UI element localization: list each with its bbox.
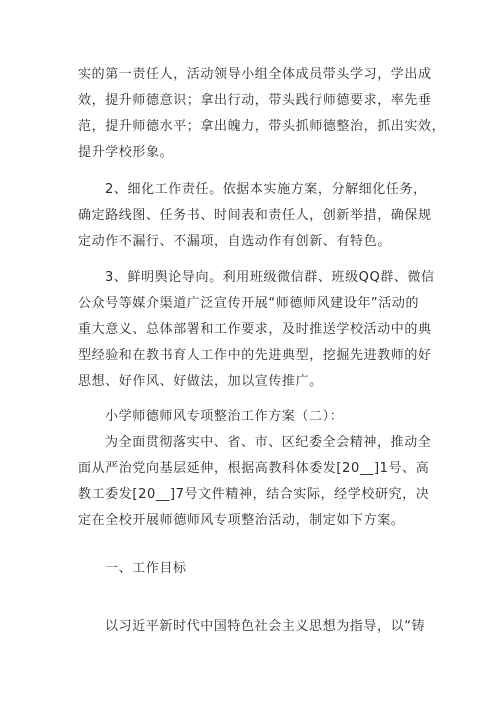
text-line: 2、细化工作责任。依据本实施方案，分解细化任务， [105, 182, 427, 197]
paragraph-public-opinion [78, 265, 435, 395]
paragraph-intro [78, 430, 432, 534]
paragraph-goals [78, 614, 428, 640]
text-line: 为全面贯彻落实中、省、市、区纪委全会精神，推动全 [105, 435, 432, 450]
heading-work-goals [78, 556, 428, 582]
text-line: 定动作不漏行、不漏项，自选动作有创新、有特色。 [78, 234, 391, 249]
text-line: 实的第一责任人，活动领导小组全体成员带头学习，学出成 [78, 67, 432, 82]
text-line: 提升学校形象。 [78, 145, 174, 160]
text-line: 面从严治党向基层延伸，根据高教科体委发[20__]1号、高 [78, 461, 430, 476]
heading-text: 一、工作目标 [105, 561, 187, 576]
text-line: 确定路线图、任务书、时间表和责任人，创新举措，确保规 [78, 208, 432, 223]
text-line: 以习近平新时代中国特色社会主义思想为指导，以“铸 [105, 619, 426, 634]
section-title [78, 404, 428, 430]
text-line: 思想、好作风、好做法，加以宣传推广。 [78, 374, 323, 389]
section-title-text: 小学师德师风专项整治工作方案（二）： [105, 409, 344, 424]
text-line: 重大意义、总体部署和工作要求，及时推送学校活动中的典 [78, 322, 432, 337]
paragraph-responsibility [78, 62, 446, 166]
text-line: 教工委发[20__]7号文件精神，结合实际，经学校研究，决 [78, 487, 430, 502]
text-line: 型经验和在教书育人工作中的先进典型，挖掘先进教师的好 [78, 348, 432, 363]
text-line: 3、鲜明舆论导向。利用班级微信群、班级QQ群、微信 [105, 270, 435, 285]
text-line: 效，提升师德意识；拿出行动，带头践行师德要求，率先垂 [78, 93, 432, 108]
text-line: 公众号等媒介渠道广泛宣传开展“师德师风建设年”活动的 [78, 296, 420, 311]
paragraph-refine-responsibility [78, 177, 432, 255]
text-line: 定在全校开展师德师风专项整治活动，制定如下方案。 [78, 513, 405, 528]
text-line: 范，提升师德水平；拿出魄力，带头抓师德整治，抓出实效， [78, 119, 446, 134]
